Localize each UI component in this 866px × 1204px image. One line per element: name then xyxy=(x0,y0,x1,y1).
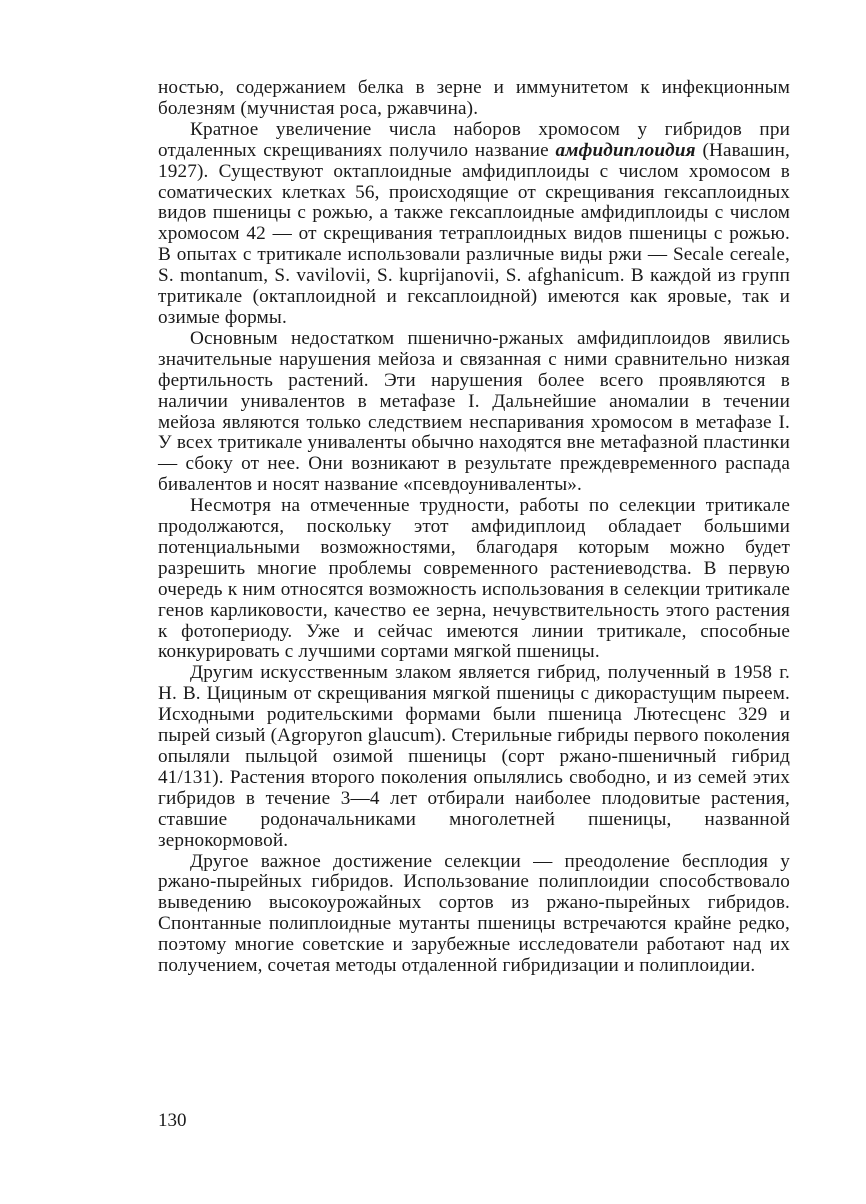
paragraph-sterility-overcoming xyxy=(158,852,790,977)
paragraph-continuation xyxy=(158,78,790,120)
paragraph-text: Несмотря на отмеченные трудности, работы по селекции тритикале продолжаются, поскольку этот амфидиплоид обладает большими потенциальными возможностями, благодаря которым можно будет разрешить многие проблемы современного растениеводства. В первую очередь к ним относятся возможность использования в селекции тритикале генов карликовости, качество ее зерна, нечувствительность этого растения к фотопериоду. Уже и сейчас имеются линии тритикале, способные конкурировать с лучшими сортами мягкой пшеницы. xyxy=(158,495,790,663)
emphasized-term: амфидиплоидия xyxy=(555,139,696,161)
page-text-body xyxy=(158,78,790,977)
paragraph-text: Другое важное достижение селекции — преодоление бесплодия у ржано-пырейных гибридов. Использование полиплоидии способствовало выведению высокоурожайных сортов из ржано-пырейных гибридов. Спонтанные полиплоидные мутанты пшеницы встречаются крайне редко, поэтому многие советские и зарубежные исследователи работают над их получением, сочетая методы отдаленной гибридизации и полиплоидии. xyxy=(158,850,790,977)
paragraph-text: ностью, содержанием белка в зерне и иммунитетом к инфекционным болезням (мучнистая роса, ржавчина). xyxy=(158,77,790,119)
paragraph-amphidiploidy xyxy=(158,120,790,329)
paragraph-text: Кратное увеличение числа наборов хромосом у гибридов при отдаленных скрещиваниях получило название xyxy=(158,118,790,161)
paragraph-wheat-couch-hybrid xyxy=(158,663,790,851)
paragraph-text: Основным недостатком пшенично-ржаных амфидиплоидов явились значительные нарушения мейоза и связанная с ними сравнительно низкая фертильность растений. Эти нарушения более всего проявляются в наличии унивалентов в метафазе I. Дальнейшие аномалии в течении мейоза являются только следствием неспаривания хромосом в метафазе I. У всех тритикале униваленты обычно находятся вне метафазной пластинки — сбоку от нее. Они возникают в результате преждевременного распада бивалентов и носят название «псевдоуниваленты». xyxy=(158,327,790,496)
paragraph-triticale-breeding xyxy=(158,496,790,663)
paragraph-text: (Навашин, 1927). Существуют октаплоидные амфидиплоиды с числом хромосом в соматических клетках 56, происходящие от скрещивания гексаплоидных видов пшеницы с рожью, а также гексаплоидные амфидиплоиды с числом хромосом 42 — от скрещивания тетраплоидных видов пшеницы с рожью. В опытах с тритикале использовали различные виды ржи — Secale cereale, S. montanum, S. vavilovii, S. kuprijanovii, S. afghanicum. В каждой из групп тритикале (октаплоидной и гексаплоидной) имеются как яровые, так и озимые формы. xyxy=(158,139,790,328)
paragraph-text: Другим искусственным злаком является гибрид, полученный в 1958 г. Н. В. Цициным от скрещивания мягкой пшеницы с дикорастущим пыреем. Исходными родительскими формами были пшеница Лютесценс 329 и пырей сизый (Agropyron glaucum). Стерильные гибриды первого поколения опыляли пыльцой озимой пшеницы (сорт ржано-пшеничный гибрид 41/131). Растения второго поколения опылялись свободно, и из семей этих гибридов в течение 3—4 лет отбирали наиболее плодовитые растения, ставшие родоначальниками многолетней пшеницы, названной зернокормовой. xyxy=(158,662,790,851)
page-number: 130 xyxy=(158,1110,187,1131)
paragraph-meiosis-defects xyxy=(158,329,790,496)
